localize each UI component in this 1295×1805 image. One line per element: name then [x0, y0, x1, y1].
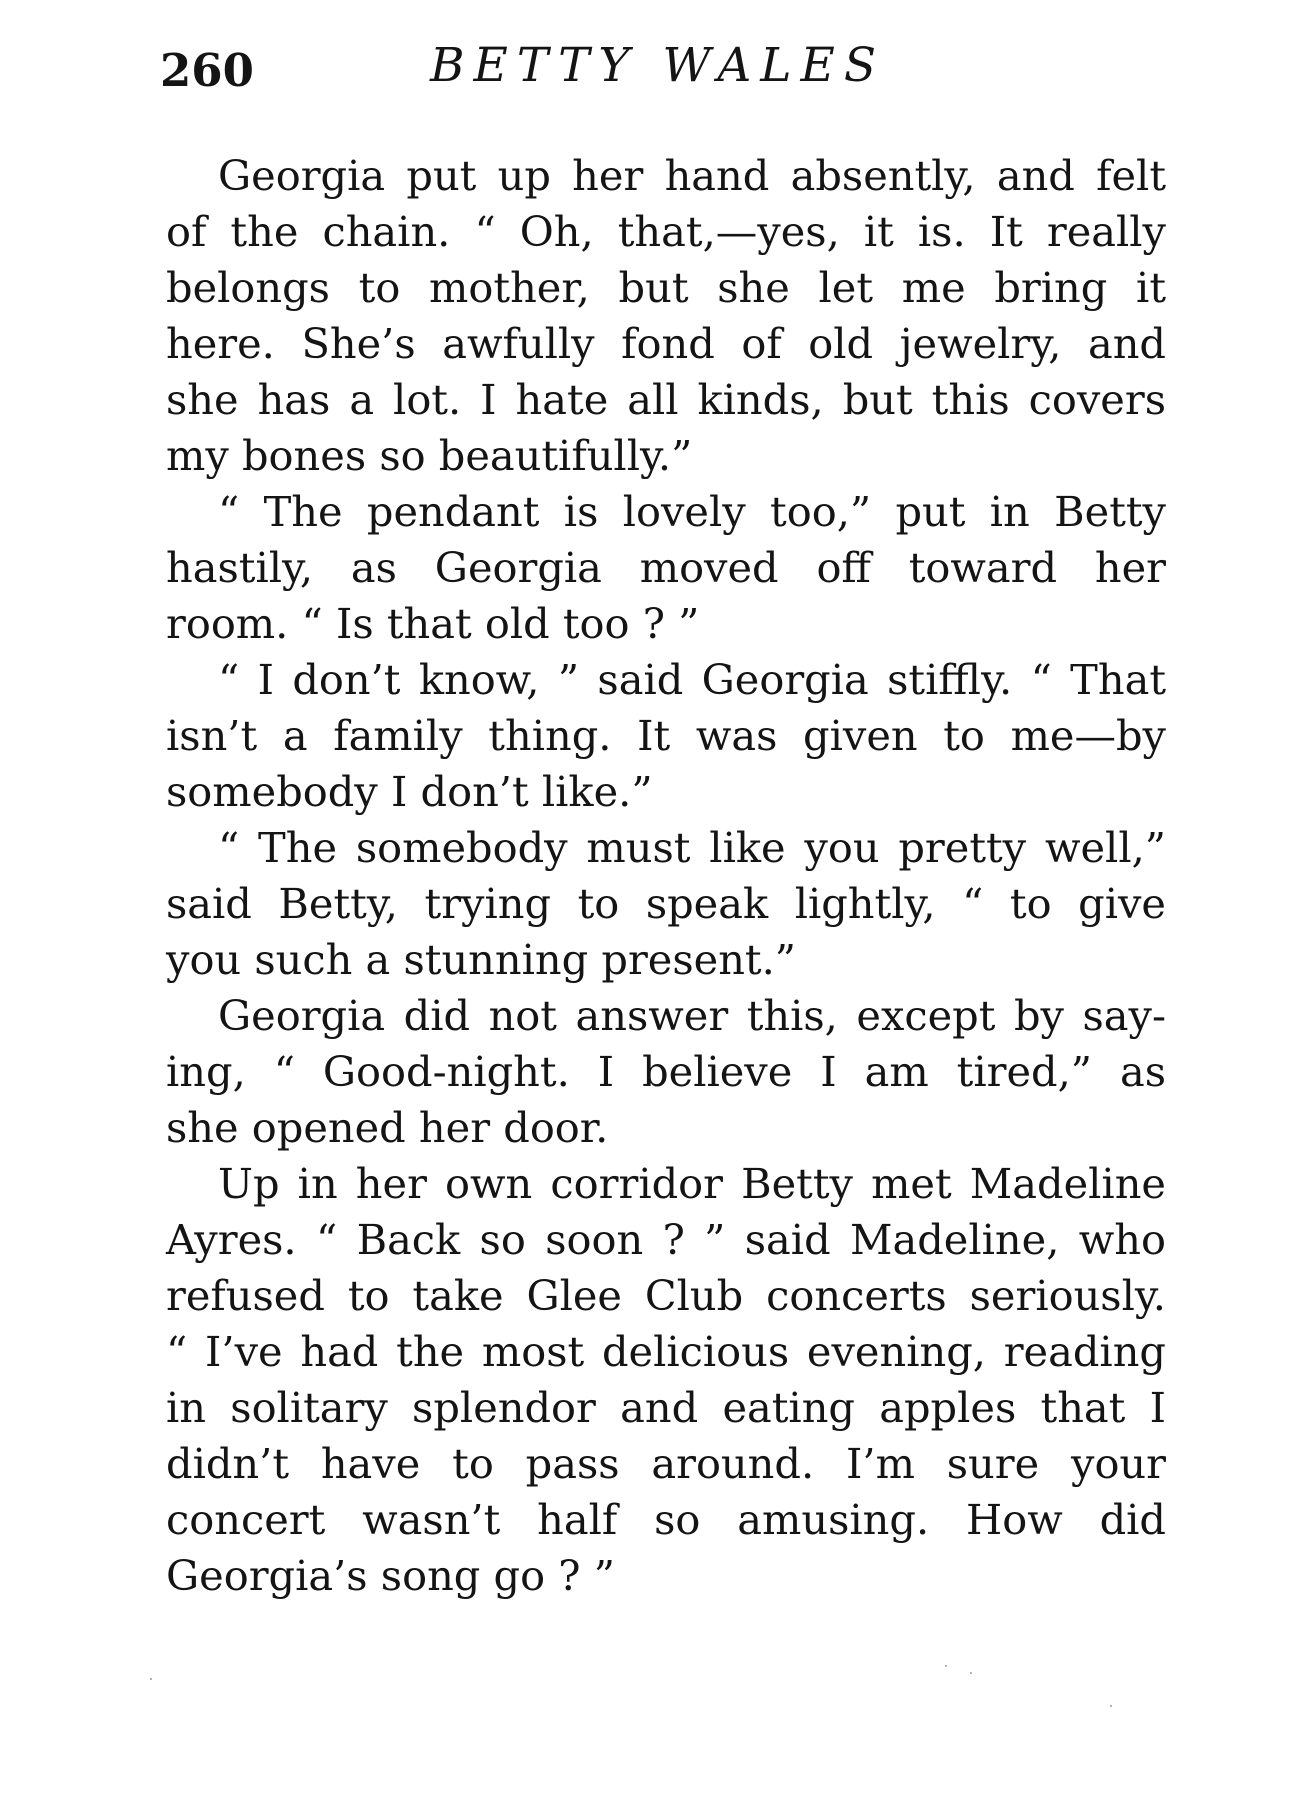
text-line: “ The pendant is lovely too,” put in Betty: [218, 487, 1166, 536]
text-line: she has a lot. I hate all kinds, but this covers: [166, 375, 1166, 424]
text-line: hastily, as Georgia moved off toward her: [166, 543, 1166, 592]
text-line: somebody I don’t like.”: [166, 767, 653, 816]
body-text: [166, 148, 1166, 1604]
scan-speck: [970, 1672, 972, 1674]
text-line: here. She’s awfully fond of old jewelry, and: [166, 319, 1166, 368]
text-line: Georgia’s song go ? ”: [166, 1551, 615, 1600]
text-line: Ayres. “ Back so soon ? ” said Madeline, who: [166, 1215, 1166, 1264]
text-line: didn’t have to pass around. I’m sure your: [166, 1439, 1166, 1488]
text-line: concert wasn’t half so amusing. How did: [166, 1495, 1166, 1544]
text-line: belongs to mother, but she let me bring it: [166, 263, 1166, 312]
text-line: Up in her own corridor Betty met Madeline: [218, 1159, 1166, 1208]
text-line: of the chain. “ Oh, that,—yes, it is. It really: [166, 207, 1166, 256]
running-head: [160, 38, 940, 108]
page-number: 260: [160, 44, 254, 97]
text-line: in solitary splendor and eating apples that I: [166, 1383, 1166, 1432]
text-line: “ I don’t know, ” said Georgia stiffly. “ That: [218, 655, 1166, 704]
text-line: Georgia put up her hand absently, and felt: [218, 151, 1166, 200]
text-line: “ The somebody must like you pretty well,”: [218, 823, 1166, 872]
text-line: “ I’ve had the most delicious evening, reading: [166, 1327, 1166, 1376]
text-line: ing, “ Good-night. I believe I am tired,” as: [166, 1047, 1166, 1096]
scan-speck: [150, 1678, 152, 1680]
text-line: you such a stunning present.”: [166, 935, 797, 984]
text-line: room. “ Is that old too ? ”: [166, 599, 700, 648]
scan-speck: [1110, 1705, 1112, 1707]
text-line: refused to take Glee Club concerts seriously.: [166, 1271, 1166, 1320]
text-line: isn’t a family thing. It was given to me—by: [166, 711, 1166, 760]
scan-speck: [945, 1665, 947, 1667]
text-line: she opened her door.: [166, 1103, 609, 1152]
text-line: my bones so beautifully.”: [166, 431, 693, 480]
running-title: BETTY WALES: [430, 38, 886, 93]
text-line: Georgia did not answer this, except by say-: [218, 991, 1166, 1040]
text-line: said Betty, trying to speak lightly, “ to give: [166, 879, 1166, 928]
